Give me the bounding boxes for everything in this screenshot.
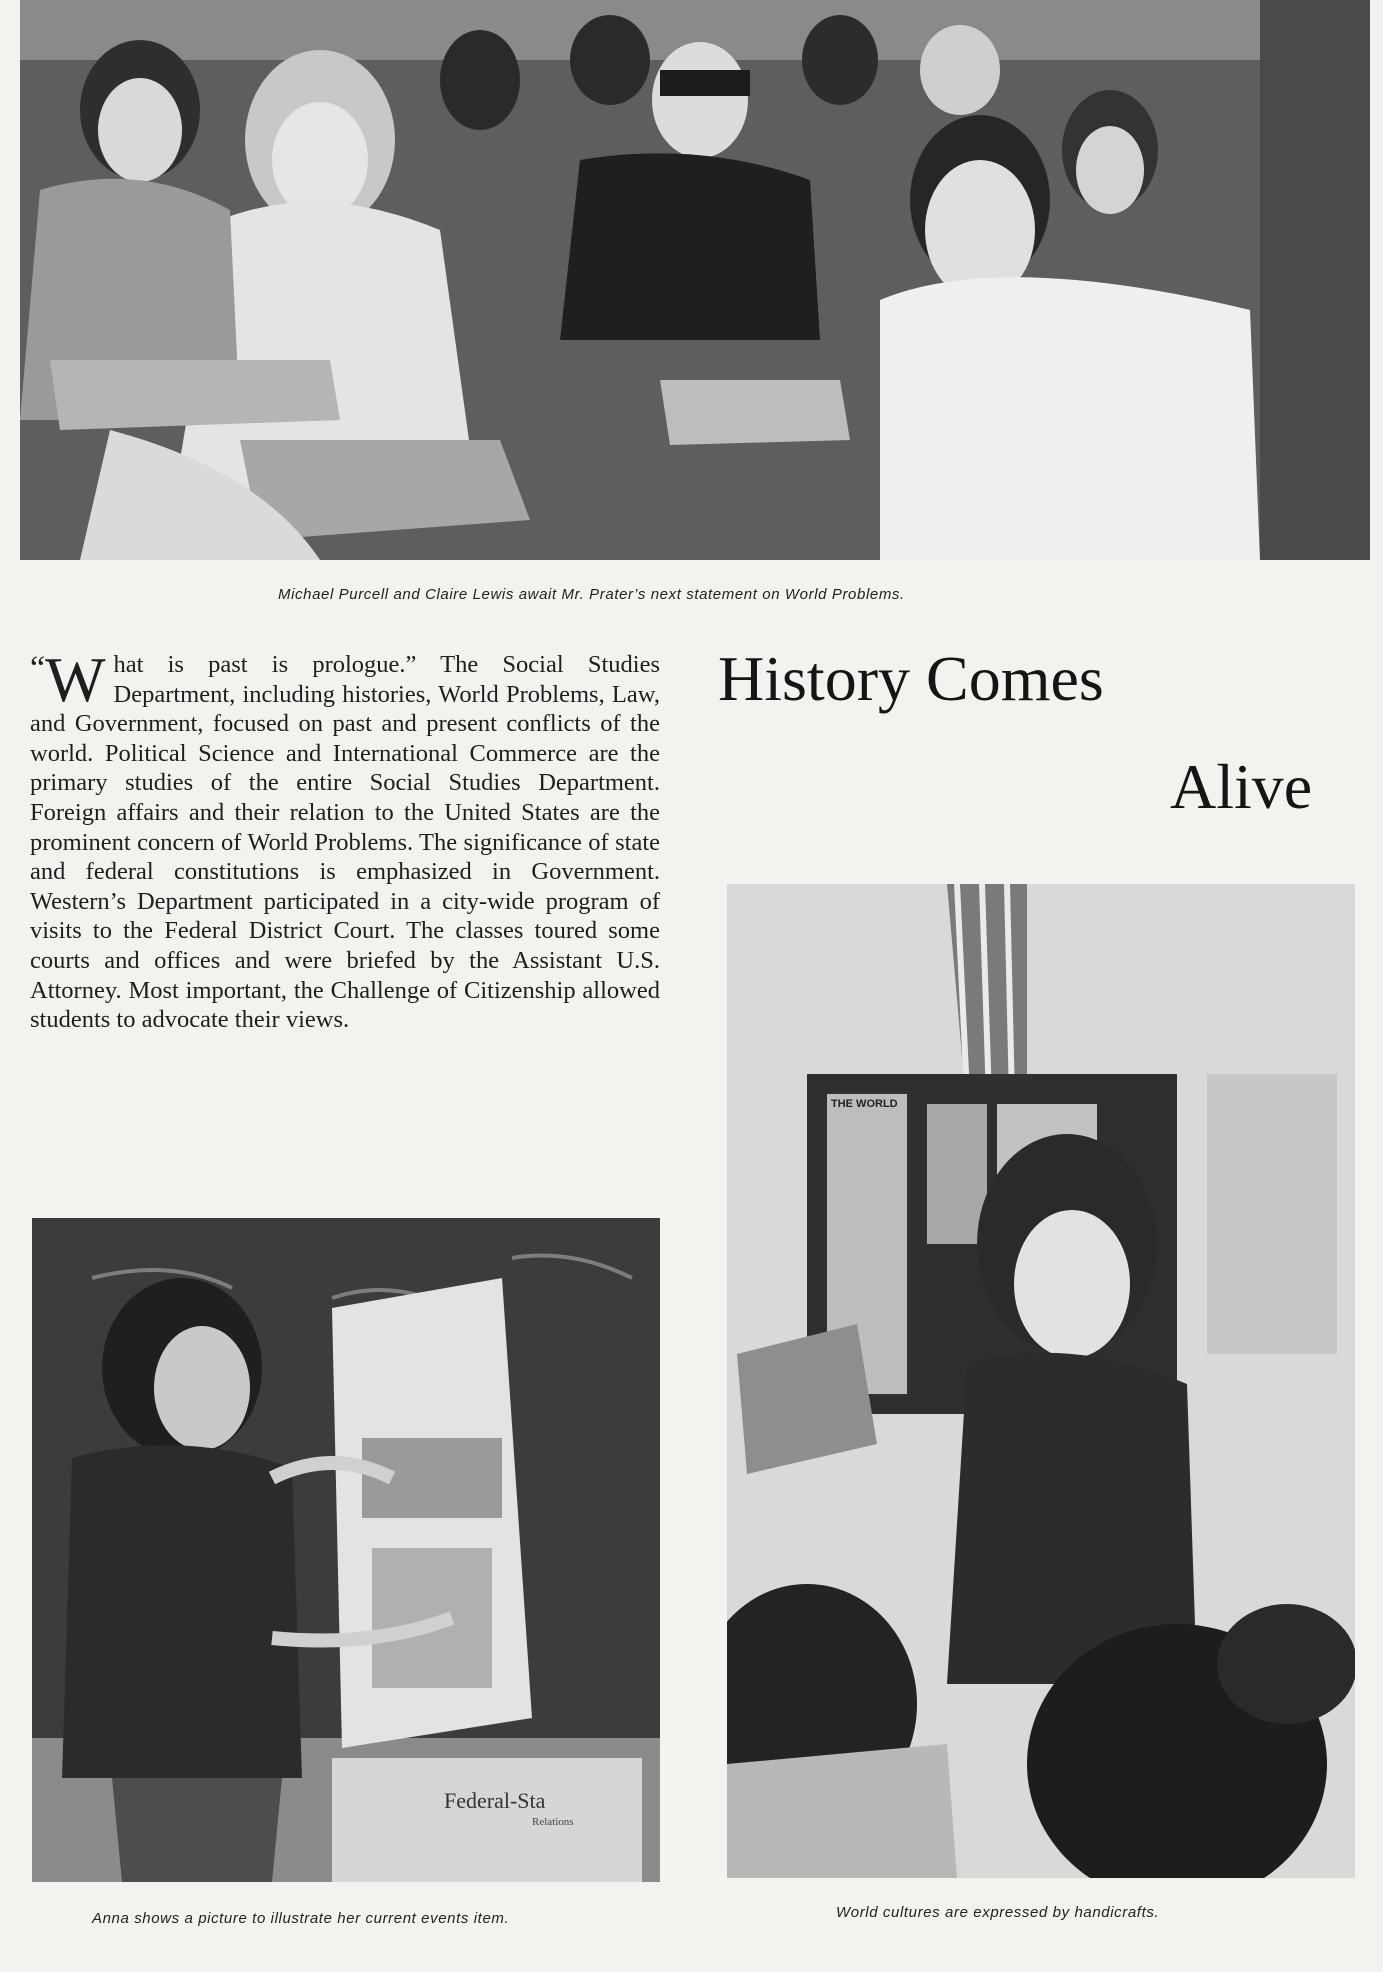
- board-sign-subtext: Relations: [532, 1816, 574, 1828]
- headline-line-2: Alive: [1170, 751, 1313, 822]
- headline-line-1: History Comes: [718, 643, 1104, 714]
- classroom-photo: [20, 0, 1370, 560]
- article-drop-cap: W: [45, 644, 106, 715]
- newspaper-photo: [32, 1218, 660, 1882]
- classroom-photo-caption: Michael Purcell and Claire Lewis await Mr. Prater’s next statement on World Problems.: [278, 586, 905, 603]
- handicrafts-photo-caption: World cultures are expressed by handicrafts.: [836, 1904, 1160, 1921]
- newspaper-photo-caption: Anna shows a picture to illustrate her current events item.: [92, 1910, 510, 1927]
- handicrafts-photo: [727, 884, 1355, 1878]
- article-text: hat is past is prologue.” The Social Studies Department, including histories, World Problems, Law, and Government, focused on past and present conflicts of the world. Political Science and International Commerce are the primary studies of the entire Social Studies Department. Foreign affairs and their relation to the United States are the prominent concern of World Problems. The significance of state and federal constitutions is emphasized in Government. Western’s Department participated in a city-wide program of visits to the Federal District Court. The classes toured some courts and offices and were briefed by the Assistant U.S. Attorney. Most important, the Challenge of Citizenship allowed students to advocate their views.: [30, 651, 660, 1034]
- map-label: THE WORLD: [831, 1098, 898, 1110]
- article-body: [30, 644, 660, 1035]
- article-open-quote: “: [30, 650, 46, 687]
- board-sign-text: Federal-Sta: [444, 1788, 546, 1813]
